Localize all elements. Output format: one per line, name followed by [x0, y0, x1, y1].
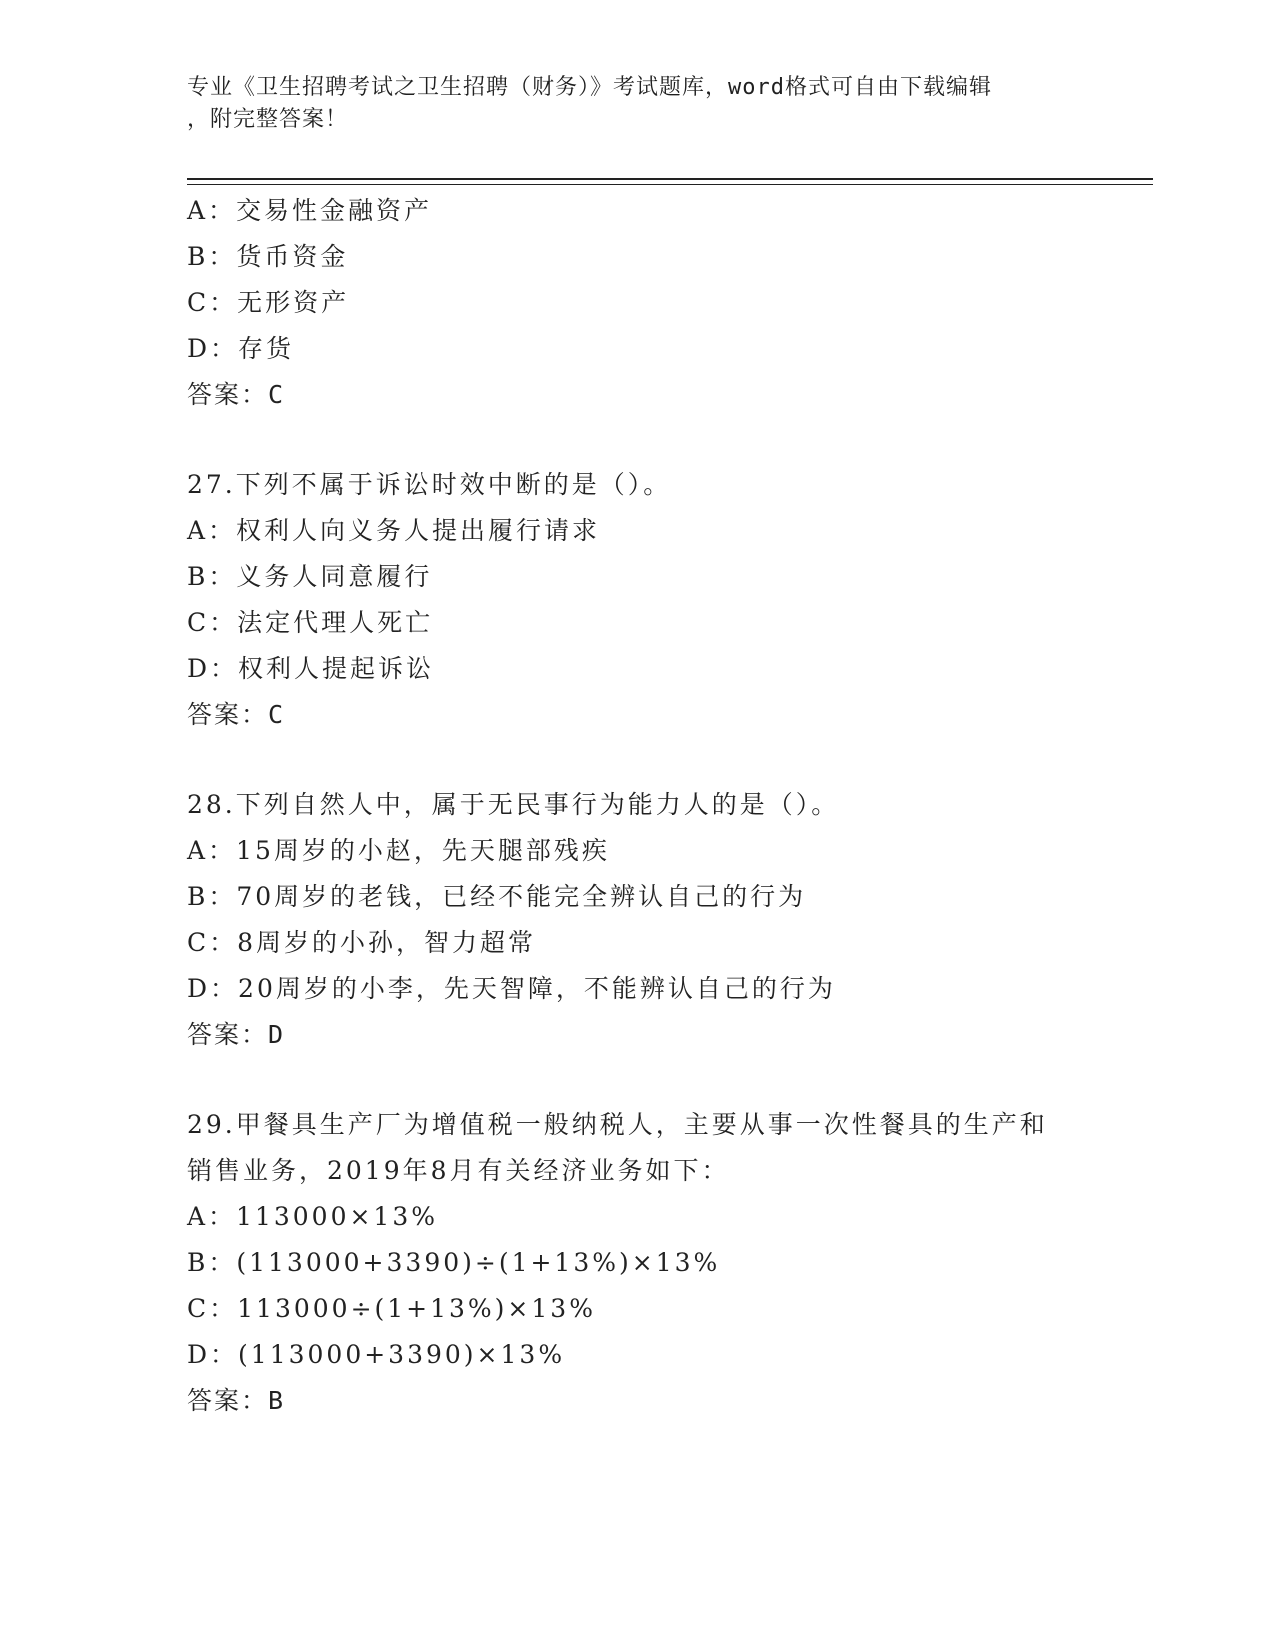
option-a: A：权利人向义务人提出履行请求 — [187, 516, 601, 545]
question-text-line-1: 29.甲餐具生产厂为增值税一般纳税人，主要从事一次性餐具的生产和 — [187, 1110, 1048, 1139]
header-line-2: ，附完整答案！ — [187, 107, 349, 132]
question-text: 28.下列自然人中，属于无民事行为能力人的是（）。 — [187, 790, 840, 819]
option-c: C：8周岁的小孙，智力超常 — [187, 928, 537, 957]
option-c: C：法定代理人死亡 — [187, 608, 434, 637]
question-block-28 — [187, 782, 1107, 1058]
answer-line: 答案：B — [187, 1386, 286, 1415]
option-c: C：113000÷(1+13%)×13% — [187, 1294, 596, 1323]
answer-line: 答案：C — [187, 700, 286, 729]
option-b: B：义务人同意履行 — [187, 562, 433, 591]
answer-line: 答案：D — [187, 1020, 286, 1049]
header-divider-thin — [187, 184, 1153, 185]
spacer — [187, 1058, 1107, 1102]
option-d: D：20周岁的小李，先天智障，不能辨认自己的行为 — [187, 974, 836, 1003]
answer-line: 答案：C — [187, 380, 286, 409]
option-a: A：15周岁的小赵，先天腿部残疾 — [187, 836, 610, 865]
question-text: 27.下列不属于诉讼时效中断的是（）。 — [187, 470, 672, 499]
option-d: D：(113000+3390)×13% — [187, 1340, 566, 1369]
question-block-27 — [187, 462, 1107, 738]
option-a: A：113000×13% — [187, 1202, 439, 1231]
header-divider-thick — [187, 178, 1153, 180]
spacer — [187, 418, 1107, 462]
option-c: C：无形资产 — [187, 288, 350, 317]
option-d: D：权利人提起诉讼 — [187, 654, 435, 683]
question-block-26 — [187, 188, 1107, 418]
option-b: B：(113000+3390)÷(1+13%)×13% — [187, 1248, 721, 1277]
document-header — [187, 72, 1067, 136]
option-a: A：交易性金融资产 — [187, 196, 433, 225]
question-list — [187, 188, 1107, 1424]
option-b: B：70周岁的老钱，已经不能完全辨认自己的行为 — [187, 882, 807, 911]
question-block-29 — [187, 1102, 1107, 1424]
spacer — [187, 738, 1107, 782]
header-line-1: 专业《卫生招聘考试之卫生招聘（财务）》考试题库，word格式可自由下载编辑 — [187, 75, 992, 100]
option-d: D：存货 — [187, 334, 295, 363]
option-b: B：货币资金 — [187, 242, 349, 271]
question-text-line-2: 销售业务，2019年8月有关经济业务如下： — [187, 1156, 730, 1185]
